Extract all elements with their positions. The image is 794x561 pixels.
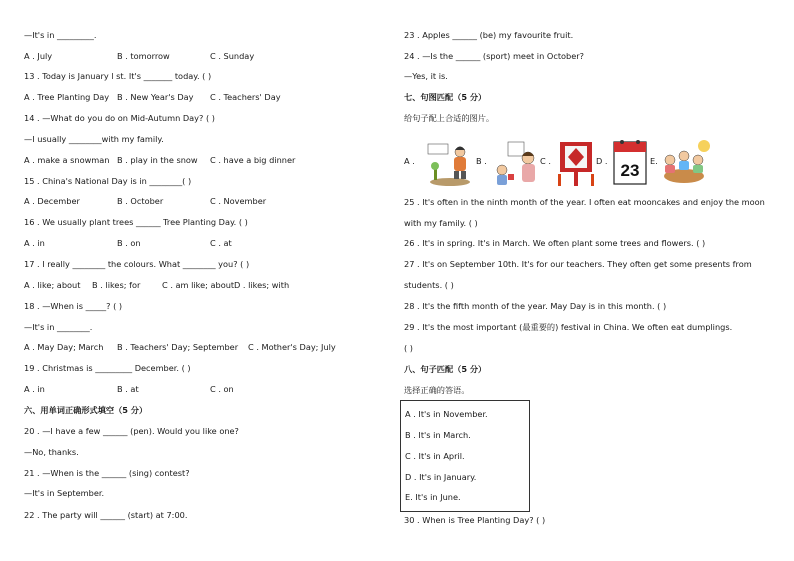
option-c: C . at [210, 238, 232, 248]
option-a: A . make a snowman [24, 155, 110, 165]
question-27: 27 . It's on September 10th. It's for our teachers. They often get some presents from [404, 259, 752, 269]
pic-label-a: A . [404, 156, 415, 166]
answer-line: —It's in September. [24, 488, 105, 498]
option-a: A . Tree Planting Day [24, 92, 110, 102]
answer-line: —I usually ________with my family. [24, 134, 164, 144]
question-17: 17 . I really ________ the colours. What ________ you? ( ) [24, 259, 250, 269]
question-27-cont: students. ( ) [404, 280, 454, 290]
option-b: B . New Year's Day [117, 92, 194, 102]
question-29: 29 . It's the most important (最重要的) festival in China. We often eat dumplings. [404, 322, 733, 332]
option-c: C . Sunday [210, 51, 255, 61]
option-b: B . on [117, 238, 141, 248]
section-7-instruction: 给句子配上合适的图片。 [404, 113, 495, 123]
question-14: 14 . —What do you do on Mid-Autumn Day? ( ) [24, 113, 215, 123]
question-30: 30 . When is Tree Planting Day? ( ) [404, 515, 546, 525]
option-c: C . have a big dinner [210, 155, 296, 165]
choice-e: E. It's in June. [405, 492, 461, 502]
option-b: B . October [117, 196, 164, 206]
option-b: B . tomorrow [117, 51, 170, 61]
question-26: 26 . It's in spring. It's in March. We often plant some trees and flowers. ( ) [404, 238, 706, 248]
option-b: B . Teachers' Day; September [117, 342, 239, 352]
question-13: 13 . Today is January l st. It's _______ today. ( ) [24, 71, 212, 81]
answer-line: —Yes, it is. [404, 71, 448, 81]
picture-options [404, 138, 774, 190]
option-c: C . on [210, 384, 234, 394]
question-15: 15 . China's National Day is in ________( ) [24, 176, 192, 186]
pic-label-d: D . [596, 156, 608, 166]
question-23: 23 . Apples ______ (be) my favourite fruit. [404, 30, 574, 40]
option-b: B . play in the snow [117, 155, 198, 165]
option-b: B . at [117, 384, 139, 394]
answer-line: —No, thanks. [24, 447, 79, 457]
question-18: 18 . —When is _____? ( ) [24, 301, 123, 311]
answer-line: —It's in ________. [24, 322, 93, 332]
section-7-heading: 七、句图匹配（5 分） [404, 92, 487, 102]
pic-label-b: B . [476, 156, 487, 166]
option-c: C . Teachers' Day [210, 92, 281, 102]
question-25-cont: with my family. ( ) [404, 218, 478, 228]
question-28: 28 . It's the fifth month of the year. May Day is in this month. ( ) [404, 301, 667, 311]
option-a: A . May Day; March [24, 342, 104, 352]
choice-d: D . It's in January. [405, 472, 477, 482]
section-6-heading: 六、用单词正确形式填空（5 分） [24, 405, 148, 415]
option-d: D . likes; with [234, 280, 290, 290]
option-c: C . November [210, 196, 267, 206]
option-a: A . in [24, 238, 45, 248]
chinese-new-year-image [554, 138, 598, 188]
answer-line: —It's in _________. [24, 30, 97, 40]
question-22: 22 . The party will ______ (start) at 7:00. [24, 510, 188, 520]
pic-label-e: E. [650, 156, 658, 166]
answer-choices-box [400, 400, 530, 512]
question-21: 21 . —When is the ______ (sing) contest? [24, 468, 190, 478]
option-c: C . Mother's Day; July [248, 342, 336, 352]
calendar-number: 23 [620, 161, 640, 180]
option-b: B . likes; for [92, 280, 141, 290]
calendar-icon [610, 138, 650, 188]
section-8-heading: 八、句子匹配（5 分） [404, 364, 487, 374]
choice-c: C . It's in April. [405, 451, 465, 461]
question-16: 16 . We usually plant trees ______ Tree Planting Day. ( ) [24, 217, 248, 227]
choice-a: A . It's in November. [405, 409, 488, 419]
pic-label-c: C . [540, 156, 551, 166]
question-20: 20 . —I have a few ______ (pen). Would you like one? [24, 426, 239, 436]
family-dinner-image [660, 138, 712, 188]
option-a: A . like; about [24, 280, 81, 290]
teacher-with-students-image [490, 138, 540, 188]
planting-trees-image [426, 138, 474, 188]
option-c: C . am like; about [162, 280, 235, 290]
option-a: A . in [24, 384, 45, 394]
section-8-instruction: 选择正确的答语。 [404, 385, 470, 395]
question-19: 19 . Christmas is _________ December. ( ) [24, 363, 191, 373]
question-24: 24 . —Is the ______ (sport) meet in October? [404, 51, 584, 61]
choice-b: B . It's in March. [405, 430, 471, 440]
question-25: 25 . It's often in the ninth month of the year. I often eat mooncakes and enjoy the moon [404, 197, 765, 207]
question-29-cont: ( ) [404, 343, 413, 353]
option-a: A . July [24, 51, 53, 61]
option-a: A . December [24, 196, 80, 206]
